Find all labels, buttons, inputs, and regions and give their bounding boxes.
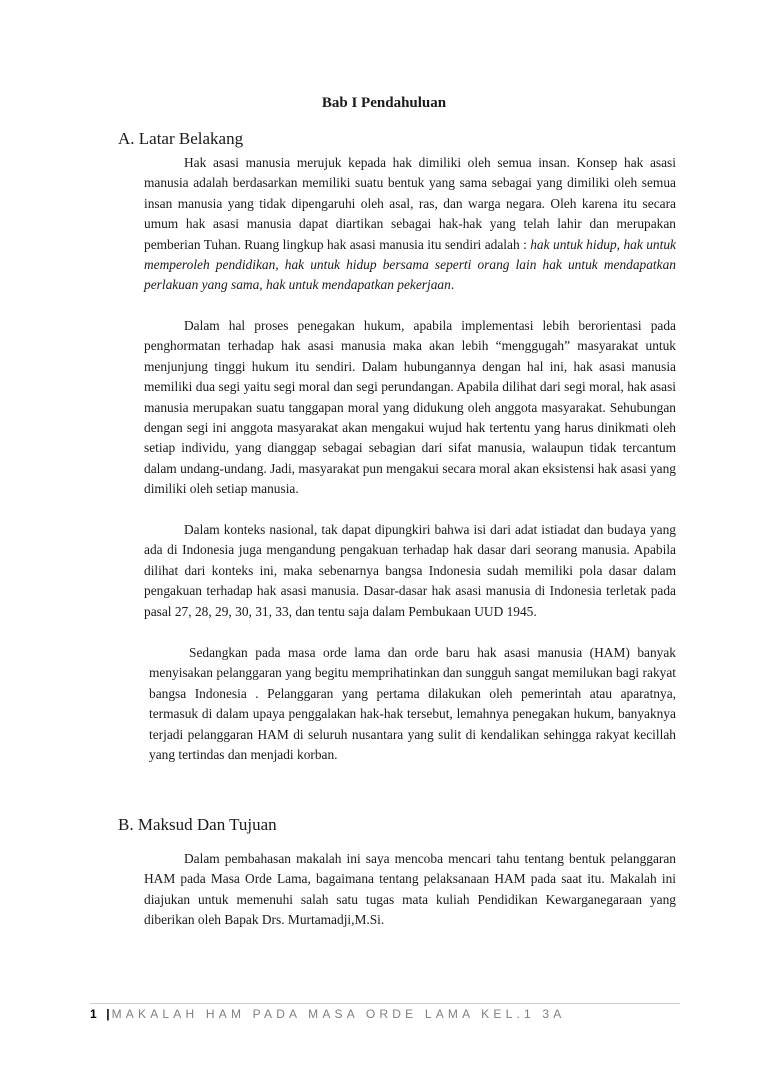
paragraph-latar-belakang-4: Sedangkan pada masa orde lama dan orde baru hak asasi manusia (HAM) banyak menyisakan pelanggaran yang begitu memprihatinkan dan sungguh sangat memilukan bagi rakyat bangsa Indonesia . Pelanggaran yang pertama dilakukan oleh pemerintah atau aparatnya, termasuk di dalam upaya penggalakan hak-hak tersebut, lemahnya penegakan hukum, banyaknya terjadi pelanggaran HAM di seluruh nusantara yang sulit di kendalikan sehingga rakyat kecillah yang tertindas dan menjadi korban. bbox=[149, 645, 676, 763]
footer-separator: | bbox=[106, 1007, 110, 1021]
paragraph-italic-text: hak untuk hidup, hak untuk memperoleh pendidikan, hak untuk hidup bersama seperti orang lain hak untuk mendapatkan perlakuan yang sama, hak untuk mendapatkan pekerjaan bbox=[144, 236, 676, 293]
section-heading-latar-belakang: A. Latar Belakang bbox=[118, 129, 244, 148]
paragraph-latar-belakang-3: Dalam konteks nasional, tak dapat dipungkiri bahwa isi dari adat istiadat dan budaya yang ada di Indonesia juga mengandung pengakuan terhadap hak dasar dari seorang manusia. Apabila dilihat dari konteks ini, maka sebenarnya bangsa Indonesia sudah memiliki pola dasar dalam pengakuan terhadap hak asasi manusia. Dasar-dasar hak asasi manusia di Indonesia terletak pada pasal 27, 28, 29, 30, 31, 33, dan tentu saja dalam Pembukaan UUD 1945. bbox=[144, 522, 676, 619]
section-heading-maksud-dan-tujuan: B. Maksud Dan Tujuan bbox=[118, 815, 277, 834]
footer-divider bbox=[90, 1003, 680, 1004]
page-footer bbox=[90, 1007, 565, 1021]
paragraph-text-end: . bbox=[450, 277, 455, 293]
paragraph-text: Hak asasi manusia merujuk kepada hak dimiliki oleh semua insan. Konsep hak asasi manusia adalah berdasarkan memiliki suatu bentuk yang sama sebagai yang dimiliki oleh semua insan manusia yang tidak dipengaruhi oleh asal, ras, dan warga negara. Oleh karena itu secara umum hak asasi manusia dapat diartikan sebagai hak-hak yang telah lahir dan merupakan pemberian Tuhan. Ruang lingkup hak asasi manusia itu sendiri adalah : bbox=[144, 155, 676, 252]
page-number: 1 bbox=[90, 1007, 97, 1021]
paragraph-latar-belakang-1 bbox=[144, 153, 676, 296]
chapter-title: Bab I Pendahuluan bbox=[321, 95, 447, 111]
paragraph-maksud-dan-tujuan: Dalam pembahasan makalah ini saya mencoba mencari tahu tentang bentuk pelanggaran HAM pada Masa Orde Lama, bagaimana tentang pelaksanaan HAM pada saat itu. Makalah ini diajukan untuk memenuhi salah satu tugas mata kuliah Pendidikan Kewarganegaraan yang diberikan oleh Bapak Drs. Murtamadji,M.Si. bbox=[144, 851, 676, 928]
footer-running-title: MAKALAH HAM PADA MASA ORDE LAMA KEL.1 3A bbox=[111, 1007, 566, 1021]
paragraph-latar-belakang-2: Dalam hal proses penegakan hukum, apabila implementasi lebih berorientasi pada penghormatan terhadap hak asasi manusia maka akan lebih “menggugah” masyarakat untuk menjunjung tinggi hukum itu sendiri. Dalam hubungannya dengan hal ini, hak asasi manusia memiliki dua segi yaitu segi moral dan segi perundangan. Apabila dilihat dari segi moral, hak asasi manusia merupakan suatu tanggapan moral yang didukung oleh anggota masyarakat. Sehubungan dengan segi ini anggota masyarakat akan mengakui wujud hak tertentu yang harus dinikmati oleh setiap individu, yang dianggap sebagai sebagian dari sifat manusia, walaupun tidak tercantum dalam undang-undang. Jadi, masyarakat pun mengakui secara moral akan eksistensi hak asasi yang dimiliki oleh setiap manusia. bbox=[144, 318, 676, 497]
